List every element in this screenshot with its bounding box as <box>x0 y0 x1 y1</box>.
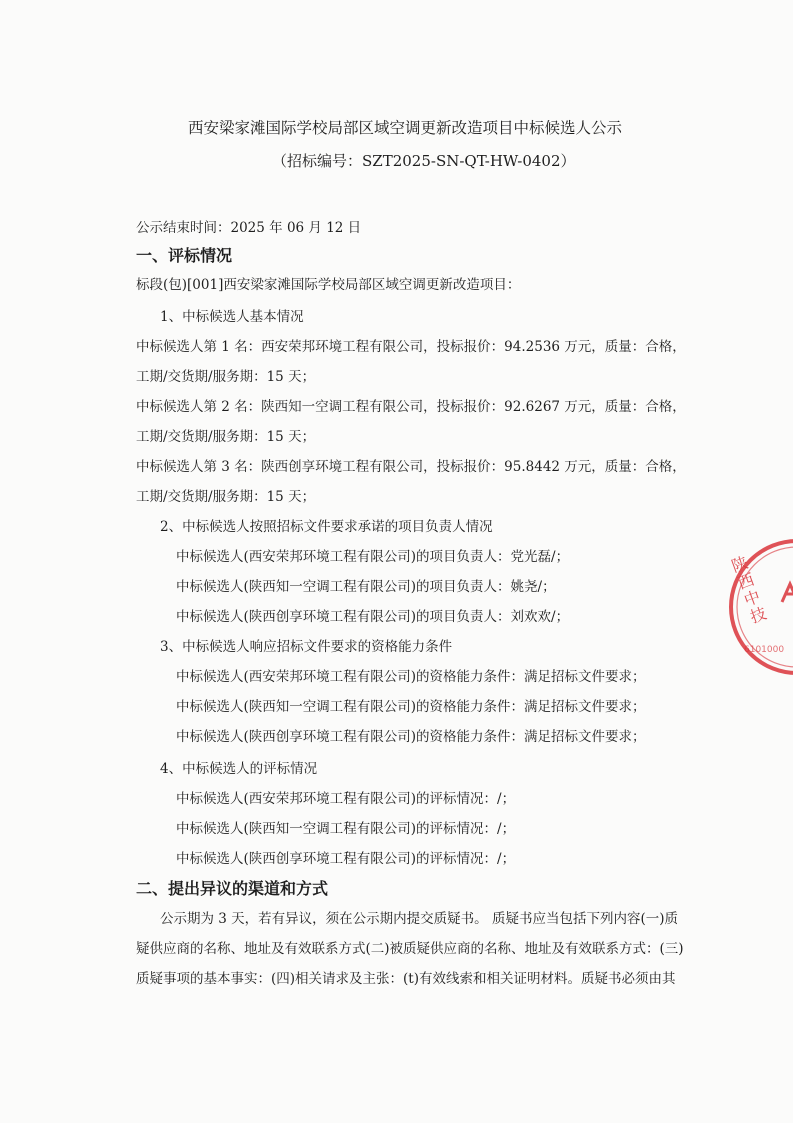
candidate-2-line1: 中标候选人第 2 名：陕西知一空调工程有限公司，投标报价：92.6267 万元，质量：合格， <box>136 399 686 415</box>
qualification-1: 中标候选人(西安荣邦环境工程有限公司)的资格能力条件：满足招标文件要求； <box>176 669 646 685</box>
evaluation-3: 中标候选人(陕西创享环境工程有限公司)的评标情况：/； <box>176 851 516 867</box>
candidate-1-line1: 中标候选人第 1 名：西安荣邦环境工程有限公司，投标报价：94.2536 万元，质量：合格， <box>136 339 686 355</box>
candidate-3-line2: 工期/交货期/服务期：15 天； <box>136 489 316 505</box>
lot-description: 标段(包)[001]西安梁家滩国际学校局部区域空调更新改造项目： <box>136 277 521 293</box>
subsection-heading-2: 2、中标候选人按照招标文件要求承诺的项目负责人情况 <box>160 519 493 535</box>
evaluation-2: 中标候选人(陕西知一空调工程有限公司)的评标情况：/； <box>176 821 516 837</box>
project-manager-2: 中标候选人(陕西知一空调工程有限公司)的项目负责人：姚尧/； <box>176 579 556 595</box>
svg-text:6101000: 6101000 <box>744 645 785 655</box>
section-heading-objection: 二、提出异议的渠道和方式 <box>136 879 329 898</box>
seal-text: 陕西中技 <box>727 553 770 628</box>
objection-paragraph-line2: 疑供应商的名称、地址及有效联系方式(二)被质疑供应商的名称、地址及有效联系方式：(三) <box>136 941 684 957</box>
qualification-2: 中标候选人(陕西知一空调工程有限公司)的资格能力条件：满足招标文件要求； <box>176 699 646 715</box>
section-heading-evaluation: 一、评标情况 <box>136 246 233 265</box>
candidate-2-line2: 工期/交货期/服务期：15 天； <box>136 429 316 445</box>
publicity-end-time: 公示结束时间：2025 年 06 月 12 日 <box>136 220 362 236</box>
candidate-1-line2: 工期/交货期/服务期：15 天； <box>136 369 316 385</box>
document-title: 西安梁家滩国际学校局部区域空调更新改造项目中标候选人公示 <box>188 119 623 137</box>
candidate-3-line1: 中标候选人第 3 名：陕西创享环境工程有限公司，投标报价：95.8442 万元，质量：合格， <box>136 459 686 475</box>
subsection-heading-4: 4、中标候选人的评标情况 <box>160 761 318 777</box>
project-manager-3: 中标候选人(陕西创享环境工程有限公司)的项目负责人：刘欢欢/； <box>176 609 570 625</box>
objection-paragraph-line3: 质疑事项的基本事实：(四)相关请求及主张：(t)有效线索和相关证明材料。质疑书必须由其 <box>136 971 676 987</box>
bid-number: （招标编号：SZT2025-SN-QT-HW-0402） <box>272 152 576 170</box>
subsection-heading-1: 1、中标候选人基本情况 <box>160 309 304 325</box>
project-manager-1: 中标候选人(西安荣邦环境工程有限公司)的项目负责人：党光磊/； <box>176 549 570 565</box>
qualification-3: 中标候选人(陕西创享环境工程有限公司)的资格能力条件：满足招标文件要求； <box>176 729 646 745</box>
objection-paragraph-line1: 公示期为 3 天，若有异议，须在公示期内提交质疑书。 质疑书应当包括下列内容(一)质 <box>160 911 678 927</box>
evaluation-1: 中标候选人(西安荣邦环境工程有限公司)的评标情况：/； <box>176 791 516 807</box>
subsection-heading-3: 3、中标候选人响应招标文件要求的资格能力条件 <box>160 639 453 655</box>
